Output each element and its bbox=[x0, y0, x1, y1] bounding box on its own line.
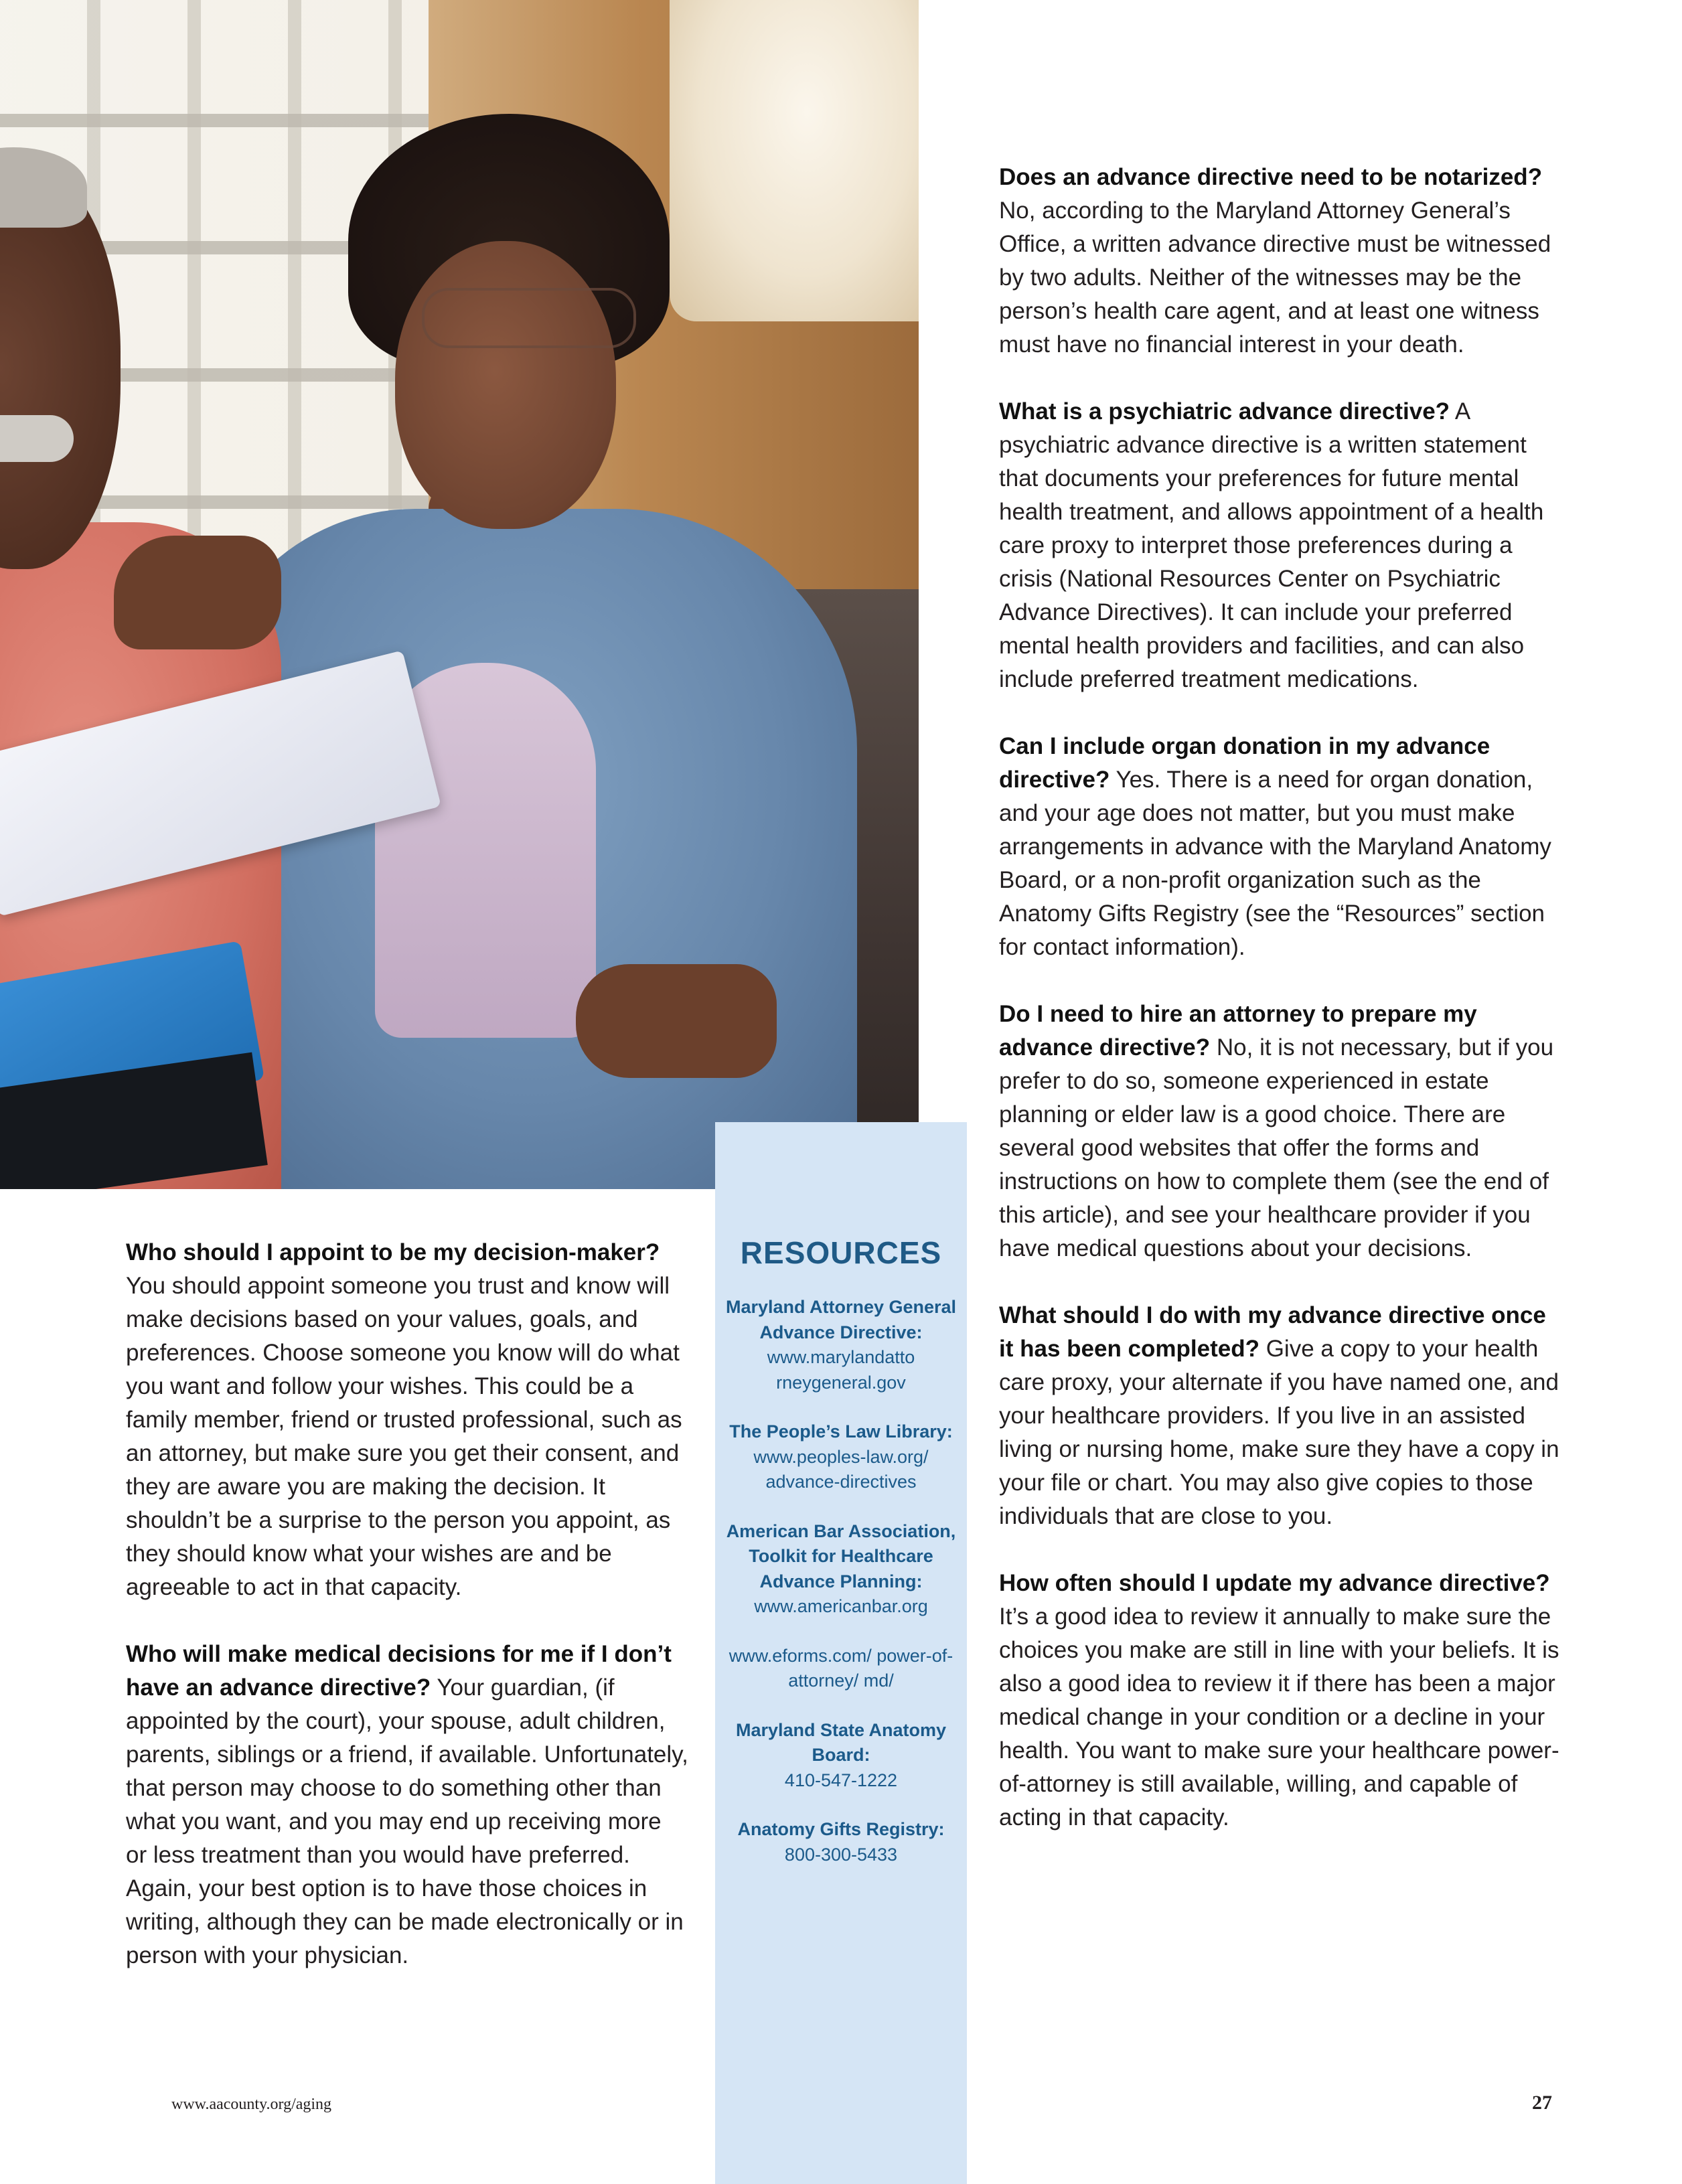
faq-paragraph bbox=[999, 395, 1561, 696]
resources-sidebar bbox=[715, 1122, 967, 2184]
faq-question: How often should I update my advance directive? bbox=[999, 1570, 1550, 1596]
resource-entry bbox=[715, 1519, 967, 1620]
faq-answer: No, it is not necessary, but if you prefer to do so, someone experienced in estate planning or elder law is a good choice. There are several good websites that offer the forms and instructions on how to complete them (see the end of this article), and see your healthcare provider if you have medical questions about your decisions. bbox=[999, 1034, 1554, 1261]
faq-question: Do I need to hire an attorney to prepare my advance directive? bbox=[999, 1001, 1477, 1061]
faq-answer: Give a copy to your health care proxy, your alternate if you have named one, and your healthcare providers. If you live in an assisted living or nursing home, make sure they have a copy in your file or chart. You may also give copies to those individuals that are close to you. bbox=[999, 1336, 1559, 1529]
resource-link[interactable]: www.peoples-law.org/ advance-directives bbox=[753, 1446, 929, 1492]
faq-question: Can I include organ donation in my advance directive? bbox=[999, 733, 1490, 793]
faq-question: Does an advance directive need to be notarized? bbox=[999, 164, 1543, 190]
faq-paragraph bbox=[126, 1236, 688, 1604]
faq-paragraph bbox=[126, 1638, 688, 1972]
faq-answer: You should appoint someone you trust and know will make decisions based on your values, goals, and preferences. Choose someone you know will do what you want and follow your wishes. This could be a family member, friend or trusted professional, such as an attorney, but make sure you get their consent, and they are aware you are making the decision. It shouldn’t be a surprise to the person you appoint, as they should know what your wishes are and be agreeable to act in that capacity. bbox=[126, 1273, 682, 1600]
faq-paragraph bbox=[999, 1299, 1561, 1533]
faq-question: What is a psychiatric advance directive? bbox=[999, 398, 1450, 424]
faq-question: Who should I appoint to be my decision-maker? bbox=[126, 1239, 660, 1265]
photo-man-beard bbox=[0, 415, 74, 462]
faq-paragraph bbox=[999, 998, 1561, 1265]
faq-answer: No, according to the Maryland Attorney General’s Office, a written advance directive must be witnessed by two adults. Neither of the witnesses may be the person’s health care agent, and at least one witness must have no financial interest in your death. bbox=[999, 198, 1551, 358]
resource-name: Anatomy Gifts Registry: bbox=[737, 1819, 945, 1839]
resource-name: American Bar Association, Toolkit for Healthcare Advance Planning: bbox=[726, 1520, 956, 1591]
resource-entry bbox=[715, 1817, 967, 1867]
footer-url[interactable]: www.aacounty.org/aging bbox=[171, 2096, 332, 2113]
resource-phone[interactable]: 410-547-1222 bbox=[784, 1770, 898, 1790]
photo-hand-on-shoulder bbox=[114, 536, 281, 649]
faq-paragraph bbox=[999, 730, 1561, 964]
faq-paragraph bbox=[999, 161, 1561, 362]
resource-link[interactable]: www.marylandatto rneygeneral.gov bbox=[767, 1347, 915, 1393]
faq-paragraph bbox=[999, 1567, 1561, 1835]
resource-name: Maryland State Anatomy Board: bbox=[735, 1719, 947, 1765]
faq-question: What should I do with my advance directive once it has been completed? bbox=[999, 1302, 1546, 1362]
photo-lamp-shade bbox=[670, 0, 919, 321]
faq-answer: Your guardian, (if appointed by the court), your spouse, adult children, parents, siblings or a friend, if available. Unfortunately, that person may choose to do something other than what you want, and you may end up receiving more or less treatment than you would have preferred. Again, your best option is to have those choices in writing, although they can be made electronically or in person with your physician. bbox=[126, 1674, 688, 1968]
left-article-column bbox=[126, 1236, 688, 1972]
faq-answer: A psychiatric advance directive is a written statement that documents your preferences for future mental health treatment, and allows appointment of a health care proxy to interpret those preferences during a crisis (National Resources Center on Psychiatric Advance Directives). It can include your preferred mental health providers and facilities, and can also include preferred treatment medications. bbox=[999, 398, 1544, 692]
resource-link[interactable]: www.americanbar.org bbox=[754, 1596, 928, 1616]
photo-woman-glasses bbox=[422, 288, 636, 348]
photo-woman-face bbox=[395, 241, 616, 529]
resource-phone[interactable]: 800-300-5433 bbox=[784, 1844, 898, 1865]
resource-link[interactable]: www.eforms.com/ power-of-attorney/ md/ bbox=[729, 1645, 953, 1691]
faq-answer: It’s a good idea to review it annually to make sure the choices you make are still in line with your beliefs. It is also a good idea to review it if there has been a major medical change in your condition or a decline in your health. You want to make sure your healthcare power-of-attorney is still available, willing, and capable of acting in that capacity. bbox=[999, 1604, 1559, 1830]
faq-question: Who will make medical decisions for me if I don’t have an advance directive? bbox=[126, 1641, 672, 1701]
faq-answer: Yes. There is a need for organ donation, and your age does not matter, but you must make arrangements in advance with the Maryland Anatomy Board, or a non-profit organization such as the Anatomy Gifts Registry (see the “Resources” section for contact information). bbox=[999, 767, 1551, 960]
resource-entry bbox=[715, 1295, 967, 1395]
right-article-column bbox=[999, 161, 1561, 1835]
resources-title: RESOURCES bbox=[740, 1235, 942, 1270]
resource-entry bbox=[715, 1718, 967, 1794]
resource-entry bbox=[715, 1419, 967, 1495]
resource-name: Maryland Attorney General Advance Directive: bbox=[725, 1297, 957, 1342]
resource-name: The People’s Law Library: bbox=[729, 1421, 953, 1441]
resource-entry bbox=[715, 1644, 967, 1694]
hero-photo bbox=[0, 0, 919, 1189]
page-number: 27 bbox=[1532, 2092, 1552, 2114]
photo-woman-hand bbox=[576, 964, 777, 1078]
